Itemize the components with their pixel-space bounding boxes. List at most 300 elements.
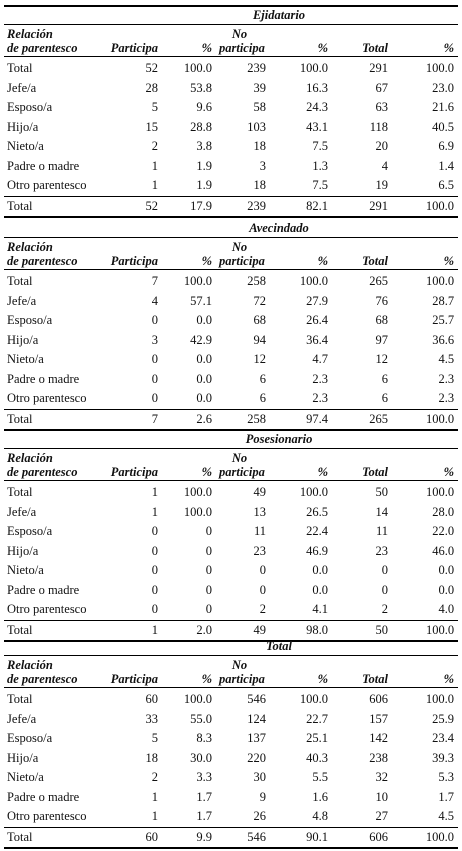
cell-pct1: 100.0 — [183, 485, 212, 500]
cell-pct2: 1.6 — [312, 789, 328, 804]
cell-no-participa: 6 — [259, 391, 266, 406]
cell-no-participa: 258 — [247, 274, 266, 289]
cell-total: 11 — [375, 524, 388, 539]
cell-no-participa: 26 — [253, 809, 266, 824]
column-header-row — [4, 25, 458, 57]
cell-pct2: 7.5 — [312, 139, 328, 154]
cell-participa: 15 — [145, 119, 158, 134]
header-participa: Participa — [104, 25, 162, 57]
header-participa: Participa — [104, 449, 162, 481]
section-title-row — [4, 638, 458, 656]
cell-label: Otro parentesco — [7, 178, 87, 193]
cell-total: 63 — [375, 100, 388, 115]
table-row — [4, 176, 458, 196]
cell-no-participa: 220 — [247, 750, 266, 765]
cell-pct1: 53.8 — [190, 80, 212, 95]
cell-participa: 0 — [151, 391, 158, 406]
cell-pct2: 98.0 — [270, 620, 332, 641]
cell-pct1: 0.0 — [196, 352, 212, 367]
cell-total: 14 — [375, 504, 388, 519]
cell-pct2: 24.3 — [306, 100, 328, 115]
cell-label: Hijo/a — [7, 332, 39, 347]
cell-pct3: 2.3 — [438, 391, 455, 406]
header-pct-no-participa: % — [270, 25, 332, 57]
cell-pct2: 46.9 — [306, 543, 328, 558]
header-pct-participa: % — [162, 25, 216, 57]
cell-participa: 2 — [151, 139, 158, 154]
cell-total: 2 — [381, 602, 388, 617]
cell-participa: 5 — [151, 100, 158, 115]
cell-label: Nieto/a — [7, 352, 44, 367]
table-row — [4, 311, 458, 331]
cell-no-participa: 239 — [247, 61, 266, 76]
header-no-participa — [216, 238, 270, 270]
cell-total: 291 — [369, 61, 388, 76]
table-row — [4, 522, 458, 542]
cell-label: Hijo/a — [7, 750, 39, 765]
column-header-row — [4, 238, 458, 270]
table-row — [4, 729, 458, 749]
cell-pct1: 100.0 — [183, 692, 212, 707]
cell-no-participa: 0 — [259, 563, 266, 578]
header-relacion — [4, 25, 104, 57]
cell-no-participa: 258 — [216, 409, 270, 430]
cell-pct1: 17.9 — [162, 196, 216, 217]
cell-pct1: 100.0 — [183, 61, 212, 76]
header-pct-total: % — [392, 238, 458, 270]
cell-participa: 1 — [151, 485, 158, 500]
cell-participa: 0 — [151, 602, 158, 617]
cell-pct2: 7.5 — [312, 178, 328, 193]
cell-participa: 0 — [151, 582, 158, 597]
cell-pct1: 9.9 — [162, 827, 216, 848]
cell-pct1: 0 — [205, 543, 212, 558]
cell-label: Total — [4, 196, 104, 217]
cell-pct3: 4.0 — [438, 602, 455, 617]
cell-participa: 0 — [151, 352, 158, 367]
cell-label: Jefe/a — [7, 80, 37, 95]
cell-pct1: 30.0 — [190, 750, 212, 765]
cell-participa: 60 — [145, 692, 158, 707]
table-row — [4, 350, 458, 370]
table-avecindado — [4, 220, 458, 431]
header-pct-total: % — [392, 656, 458, 688]
header-total: Total — [332, 656, 392, 688]
cell-total: 20 — [375, 139, 388, 154]
cell-pct2: 5.5 — [312, 770, 328, 785]
cell-pct1: 1.7 — [196, 789, 212, 804]
header-relacion-line1: Relación — [7, 27, 53, 41]
cell-total: 606 — [332, 827, 392, 848]
table-row — [4, 688, 458, 710]
cell-no-participa: 124 — [247, 711, 266, 726]
cell-total: 291 — [332, 196, 392, 217]
cell-total: 4 — [381, 158, 388, 173]
cell-label: Hijo/a — [7, 119, 39, 134]
cell-total: 265 — [332, 409, 392, 430]
cell-pct3: 100.0 — [392, 620, 458, 641]
cell-participa: 18 — [145, 750, 158, 765]
header-relacion — [4, 238, 104, 270]
cell-pct1: 100.0 — [183, 274, 212, 289]
cell-no-participa: 30 — [253, 770, 266, 785]
cell-pct3: 23.0 — [432, 80, 455, 95]
cell-pct1: 1.7 — [196, 809, 212, 824]
cell-pct1: 3.3 — [196, 770, 212, 785]
cell-total: 10 — [375, 789, 388, 804]
cell-pct1: 1.9 — [196, 178, 212, 193]
cell-label: Padre o madre — [7, 371, 80, 386]
cell-no-participa: 13 — [253, 504, 266, 519]
table-row — [4, 79, 458, 99]
cell-pct1: 57.1 — [190, 293, 212, 308]
header-pct-total: % — [392, 449, 458, 481]
cell-pct1: 42.9 — [190, 332, 212, 347]
cell-pct3: 28.0 — [432, 504, 455, 519]
header-pct-participa: % — [162, 238, 216, 270]
cell-pct3: 100.0 — [425, 485, 455, 500]
cell-pct3: 100.0 — [425, 61, 455, 76]
cell-pct3: 100.0 — [392, 827, 458, 848]
table-row — [4, 292, 458, 312]
cell-pct2: 82.1 — [270, 196, 332, 217]
header-no-line2: participa — [219, 41, 265, 55]
cell-pct1: 0 — [205, 563, 212, 578]
cell-pct3: 100.0 — [392, 409, 458, 430]
cell-label: Esposo/a — [7, 313, 53, 328]
cell-pct1: 3.8 — [196, 139, 212, 154]
cell-pct2: 43.1 — [306, 119, 328, 134]
cell-label: Hijo/a — [7, 543, 39, 558]
header-pct-participa: % — [162, 449, 216, 481]
cell-total: 12 — [375, 352, 388, 367]
table-row — [4, 749, 458, 769]
section-title-row — [4, 6, 458, 25]
table-row — [4, 331, 458, 351]
cell-total: 6 — [381, 391, 388, 406]
cell-total: 265 — [369, 274, 388, 289]
cell-no-participa: 103 — [247, 119, 266, 134]
cell-label: Esposo/a — [7, 100, 53, 115]
cell-no-participa: 18 — [253, 178, 266, 193]
cell-total: 76 — [375, 293, 388, 308]
header-pct-no-participa: % — [270, 449, 332, 481]
cell-label: Total — [7, 61, 33, 76]
cell-label: Total — [7, 485, 33, 500]
cell-label: Otro parentesco — [7, 602, 87, 617]
cell-participa: 0 — [151, 313, 158, 328]
cell-total: 157 — [369, 711, 388, 726]
header-relacion-line1: Relación — [7, 240, 53, 254]
header-relacion-line2: de parentesco — [7, 254, 78, 268]
cell-no-participa: 6 — [259, 371, 266, 386]
cell-pct3: 1.7 — [438, 789, 454, 804]
cell-label: Nieto/a — [7, 770, 44, 785]
header-pct-no-participa: % — [270, 238, 332, 270]
cell-pct2: 100.0 — [299, 692, 328, 707]
cell-no-participa: 2 — [259, 602, 266, 617]
cell-pct2: 2.3 — [312, 371, 328, 386]
cell-no-participa: 12 — [253, 352, 266, 367]
cell-pct2: 40.3 — [306, 750, 328, 765]
header-total: Total — [332, 238, 392, 270]
cell-participa: 0 — [151, 563, 158, 578]
table-row — [4, 137, 458, 157]
cell-no-participa: 137 — [247, 731, 266, 746]
cell-participa: 1 — [104, 620, 162, 641]
header-participa: Participa — [104, 238, 162, 270]
cell-participa: 52 — [145, 61, 158, 76]
cell-pct3: 0.0 — [438, 563, 455, 578]
cell-pct1: 0 — [205, 524, 212, 539]
cell-participa: 4 — [151, 293, 158, 308]
cell-pct2: 100.0 — [299, 485, 328, 500]
cell-label: Padre o madre — [7, 582, 80, 597]
table-total — [4, 638, 458, 849]
cell-no-participa: 239 — [216, 196, 270, 217]
cell-total: 606 — [369, 692, 388, 707]
cell-participa: 0 — [151, 371, 158, 386]
cell-participa: 33 — [145, 711, 158, 726]
cell-pct2: 22.4 — [306, 524, 328, 539]
header-no-line2: participa — [219, 254, 265, 268]
cell-pct1: 1.9 — [196, 158, 212, 173]
header-no-participa — [216, 656, 270, 688]
cell-participa: 3 — [151, 332, 158, 347]
cell-participa: 60 — [104, 827, 162, 848]
cell-total: 6 — [381, 371, 388, 386]
cell-no-participa: 23 — [253, 543, 266, 558]
table-row — [4, 389, 458, 409]
cell-pct2: 16.3 — [306, 80, 328, 95]
cell-no-participa: 546 — [247, 692, 266, 707]
cell-pct3: 4.5 — [438, 352, 455, 367]
cell-label: Total — [4, 620, 104, 641]
cell-no-participa: 94 — [253, 332, 266, 347]
cell-pct3: 23.4 — [432, 731, 454, 746]
table-row — [4, 481, 458, 503]
cell-pct1: 2.0 — [162, 620, 216, 641]
cell-no-participa: 49 — [253, 485, 266, 500]
cell-pct2: 36.4 — [306, 332, 328, 347]
cell-pct2: 26.4 — [306, 313, 328, 328]
table-row — [4, 98, 458, 118]
header-no-line1: No — [231, 451, 248, 465]
cell-pct2: 1.3 — [312, 158, 328, 173]
cell-pct2: 22.7 — [306, 711, 328, 726]
cell-no-participa: 18 — [253, 139, 266, 154]
cell-participa: 1 — [151, 158, 158, 173]
header-relacion-line1: Relación — [7, 658, 53, 672]
header-pct-total: % — [392, 25, 458, 57]
cell-no-participa: 0 — [259, 582, 266, 597]
cell-pct2: 26.5 — [306, 504, 328, 519]
cell-label: Padre o madre — [7, 158, 80, 173]
cell-pct3: 40.5 — [432, 119, 455, 134]
header-relacion-line2: de parentesco — [7, 672, 78, 686]
section-title: Ejidatario — [4, 6, 458, 25]
cell-participa: 2 — [151, 770, 158, 785]
cell-total: 19 — [375, 178, 388, 193]
cell-pct2: 0.0 — [312, 582, 328, 597]
column-header-row — [4, 449, 458, 481]
cell-pct2: 25.1 — [306, 731, 328, 746]
table-row — [4, 600, 458, 620]
cell-pct1: 9.6 — [196, 100, 212, 115]
cell-pct2: 4.7 — [312, 352, 328, 367]
cell-pct3: 100.0 — [392, 196, 458, 217]
cell-participa: 52 — [104, 196, 162, 217]
table-row — [4, 157, 458, 177]
cell-pct3: 6.9 — [438, 139, 455, 154]
cell-pct3: 100.0 — [425, 692, 454, 707]
table-row — [4, 581, 458, 601]
table-row — [4, 788, 458, 808]
header-no-line2: participa — [219, 672, 265, 686]
table-row — [4, 196, 458, 217]
table-row — [4, 807, 458, 827]
cell-pct1: 0.0 — [196, 313, 212, 328]
section-title: Avecindado — [4, 220, 458, 238]
table-row — [4, 57, 458, 79]
header-no-participa — [216, 25, 270, 57]
cell-participa: 5 — [151, 731, 158, 746]
cell-total: 32 — [375, 770, 388, 785]
cell-pct2: 97.4 — [270, 409, 332, 430]
header-pct-no-participa: % — [270, 656, 332, 688]
cell-total: 118 — [369, 119, 388, 134]
header-relacion-line2: de parentesco — [7, 465, 78, 479]
column-header-row — [4, 656, 458, 688]
cell-label: Total — [4, 409, 104, 430]
cell-no-participa: 3 — [259, 158, 266, 173]
table-row — [4, 827, 458, 848]
cell-pct3: 2.3 — [438, 371, 455, 386]
cell-participa: 7 — [104, 409, 162, 430]
cell-pct2: 100.0 — [299, 61, 328, 76]
table-row — [4, 270, 458, 292]
cell-participa: 7 — [151, 274, 158, 289]
cell-no-participa: 68 — [253, 313, 266, 328]
header-no-line1: No — [231, 27, 248, 41]
cell-pct3: 28.7 — [432, 293, 455, 308]
cell-label: Total — [7, 692, 33, 707]
cell-no-participa: 9 — [259, 789, 266, 804]
cell-pct3: 6.5 — [438, 178, 455, 193]
cell-pct2: 2.3 — [312, 391, 328, 406]
cell-label: Otro parentesco — [7, 809, 87, 824]
cell-participa: 0 — [151, 524, 158, 539]
table-row — [4, 118, 458, 138]
cell-pct3: 5.3 — [438, 770, 454, 785]
cell-label: Esposo/a — [7, 731, 53, 746]
cell-total: 27 — [375, 809, 388, 824]
cell-pct1: 0 — [205, 582, 212, 597]
cell-participa: 0 — [151, 543, 158, 558]
header-relacion-line2: de parentesco — [7, 41, 78, 55]
table-row — [4, 370, 458, 390]
cell-label: Nieto/a — [7, 563, 44, 578]
cell-pct3: 4.5 — [438, 809, 454, 824]
cell-pct2: 0.0 — [312, 563, 328, 578]
cell-no-participa: 49 — [216, 620, 270, 641]
section-title-row — [4, 220, 458, 238]
section-title: Total — [4, 638, 458, 656]
header-total: Total — [332, 449, 392, 481]
cell-pct3: 0.0 — [438, 582, 455, 597]
cell-label: Jefe/a — [7, 504, 37, 519]
cell-label: Esposo/a — [7, 524, 53, 539]
cell-pct3: 25.9 — [432, 711, 454, 726]
cell-no-participa: 39 — [253, 80, 266, 95]
header-no-line1: No — [231, 240, 248, 254]
cell-total: 97 — [375, 332, 388, 347]
cell-pct3: 21.6 — [432, 100, 455, 115]
cell-total: 50 — [332, 620, 392, 641]
cell-total: 0 — [381, 582, 388, 597]
cell-pct3: 100.0 — [425, 274, 455, 289]
header-relacion — [4, 656, 104, 688]
cell-label: Total — [4, 827, 104, 848]
header-pct-participa: % — [162, 656, 216, 688]
cell-pct3: 46.0 — [432, 543, 455, 558]
cell-pct3: 25.7 — [432, 313, 455, 328]
cell-pct2: 4.8 — [312, 809, 328, 824]
cell-pct2: 100.0 — [299, 274, 328, 289]
cell-participa: 1 — [151, 789, 158, 804]
cell-pct3: 22.0 — [432, 524, 455, 539]
table-row — [4, 503, 458, 523]
cell-pct3: 1.4 — [438, 158, 455, 173]
cell-no-participa: 58 — [253, 100, 266, 115]
cell-label: Otro parentesco — [7, 391, 87, 406]
header-relacion-line1: Relación — [7, 451, 53, 465]
header-total: Total — [332, 25, 392, 57]
cell-label: Nieto/a — [7, 139, 44, 154]
cell-total: 67 — [375, 80, 388, 95]
table-row — [4, 710, 458, 730]
cell-total: 238 — [369, 750, 388, 765]
cell-no-participa: 72 — [253, 293, 266, 308]
cell-label: Total — [7, 274, 33, 289]
cell-total: 23 — [375, 543, 388, 558]
section-title-row — [4, 431, 458, 449]
cell-pct2: 90.1 — [270, 827, 332, 848]
table-ejidatario — [4, 5, 458, 218]
cell-pct1: 100.0 — [183, 504, 212, 519]
header-no-line1: No — [231, 658, 248, 672]
table-posesionario — [4, 431, 458, 642]
cell-label: Padre o madre — [7, 789, 80, 804]
cell-pct1: 8.3 — [196, 731, 212, 746]
table-row — [4, 768, 458, 788]
cell-pct1: 0.0 — [196, 371, 212, 386]
table-row — [4, 561, 458, 581]
header-no-line2: participa — [219, 465, 265, 479]
section-title: Posesionario — [4, 431, 458, 449]
header-relacion — [4, 449, 104, 481]
cell-pct1: 0.0 — [196, 391, 212, 406]
cell-pct1: 0 — [205, 602, 212, 617]
cell-pct2: 27.9 — [306, 293, 328, 308]
header-no-participa — [216, 449, 270, 481]
cell-participa: 1 — [151, 809, 158, 824]
cell-total: 50 — [375, 485, 388, 500]
cell-pct2: 4.1 — [312, 602, 328, 617]
table-row — [4, 409, 458, 430]
cell-pct3: 36.6 — [432, 332, 455, 347]
cell-label: Jefe/a — [7, 293, 37, 308]
